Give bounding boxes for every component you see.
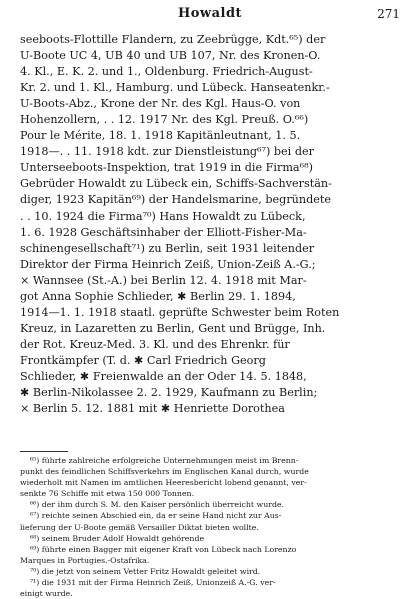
- body-line: Kreuz, in Lazaretten zu Berlin, Gent und Brügge, Inh.: [20, 321, 326, 335]
- page-header: [0, 6, 420, 26]
- footnote-line: ⁶⁶) der ihm durch S. M. den Kaiser persönlich überreicht wurde.: [30, 500, 285, 510]
- running-head: Howaldt: [177, 6, 243, 21]
- page-number: 271: [377, 7, 400, 21]
- footnote-line: Marques in Portugies.-Ostafrika.: [20, 555, 150, 565]
- body-line: Hohenzollern, . . 12. 1917 Nr. des Kgl. Preuß. O.⁶⁶): [20, 113, 309, 127]
- footnote-line: einigt wurde.: [20, 589, 73, 599]
- footnote-line: senkte 76 Schiffe mit etwa 150 000 Tonnen.: [20, 489, 195, 499]
- footnote-line: ⁷⁰) die jetzt von seinem Vetter Fritz Howaldt geleitet wird.: [30, 566, 261, 576]
- footnote-line: ⁶⁸) seinem Bruder Adolf Howaldt gehörende: [30, 533, 205, 543]
- body-line: U-Boots-Abz., Krone der Nr. des Kgl. Haus-O. von: [20, 97, 301, 111]
- body-line: . . 10. 1924 die Firma⁷⁰) Hans Howaldt zu Lübeck,: [20, 209, 306, 223]
- body-line: Unterseeboots-Inspektion, trat 1919 in die Firma⁶⁸): [20, 161, 313, 175]
- body-text: [20, 32, 408, 417]
- body-line: got Anna Sophie Schlieder, ✱ Berlin 29. 1. 1894,: [20, 289, 296, 303]
- footnote-line: ⁷¹) die 1931 mit der Firma Heinrich Zeiß, Unionzeiß A.-G. ver-: [30, 578, 276, 588]
- body-line: Pour le Mérite, 18. 1. 1918 Kapitänleutnant, 1. 5.: [20, 129, 301, 143]
- body-line: 1918—. . 11. 1918 kdt. zur Dienstleistung⁶⁷) bei der: [20, 145, 314, 159]
- body-line: Gebrüder Howaldt zu Lübeck ein, Schiffs-Sachverstän-: [20, 177, 332, 191]
- footnote-line: ⁶⁵) führte zahlreiche erfolgreiche Unternehmungen meist im Brenn-: [30, 456, 299, 465]
- body-line: schinengesellschaft⁷¹) zu Berlin, seit 1931 leitender: [20, 241, 315, 255]
- body-line: ✱ Berlin-Nikolassee 2. 2. 1929, Kaufmann zu Berlin;: [20, 386, 318, 400]
- body-line: U-Boote UC 4, UB 40 und UB 107, Nr. des Kronen-O.: [20, 49, 321, 63]
- footnote-line: ⁶⁹) führte einen Bagger mit eigener Kraft von Lübeck nach Lorenzo: [30, 544, 297, 554]
- body-line: Schlieder, ✱ Freienwalde an der Oder 14. 5. 1848,: [20, 369, 307, 383]
- body-line: der Rot. Kreuz-Med. 3. Kl. und des Ehrenkr. für: [20, 337, 290, 351]
- body-line: Kr. 2. und 1. Kl., Hamburg. und Lübeck. Hanseatenkr.-: [20, 81, 330, 95]
- body-line: ⨯ Wannsee (St.-A.) bei Berlin 12. 4. 1918 mit Mar-: [20, 273, 307, 287]
- footnote-rule: [20, 451, 68, 452]
- body-line: Direktor der Firma Heinrich Zeiß, Union-Zeiß A.-G.;: [20, 257, 316, 271]
- footnote-line: ⁶⁷) reichte seinen Abschied ein, da er seine Hand nicht zur Aus-: [30, 511, 282, 521]
- body-line: diger, 1923 Kapitän⁶⁹) der Handelsmarine, begründete: [20, 193, 331, 207]
- footnotes: [20, 455, 408, 599]
- footnote-line: wiederholt mit Namen im amtlichen Heeresbericht lobend genannt, ver-: [20, 478, 307, 488]
- body-line: Frontkämpfer (T. d. ✱ Carl Friedrich Georg: [20, 353, 266, 367]
- body-line: seeboots-Flottille Flandern, zu Zeebrügge, Kdt.⁶⁵) der: [20, 33, 326, 46]
- body-line: 4. Kl., E. K. 2. und 1., Oldenburg. Friedrich-August-: [20, 65, 313, 79]
- body-line: ⨯ Berlin 5. 12. 1881 mit ✱ Henriette Dorothea: [20, 402, 285, 416]
- body-line: 1. 6. 1928 Geschäftsinhaber der Elliott-Fisher-Ma-: [20, 225, 307, 239]
- body-line: 1914—1. 1. 1918 staatl. geprüfte Schwester beim Roten: [20, 305, 340, 319]
- footnote-line: lieferung der U-Boote gemäß Versailler Diktat bieten wollte.: [20, 522, 259, 532]
- footnote-line: punkt des feindlichen Schiffsverkehrs im Englischen Kanal durch, wurde: [20, 467, 309, 477]
